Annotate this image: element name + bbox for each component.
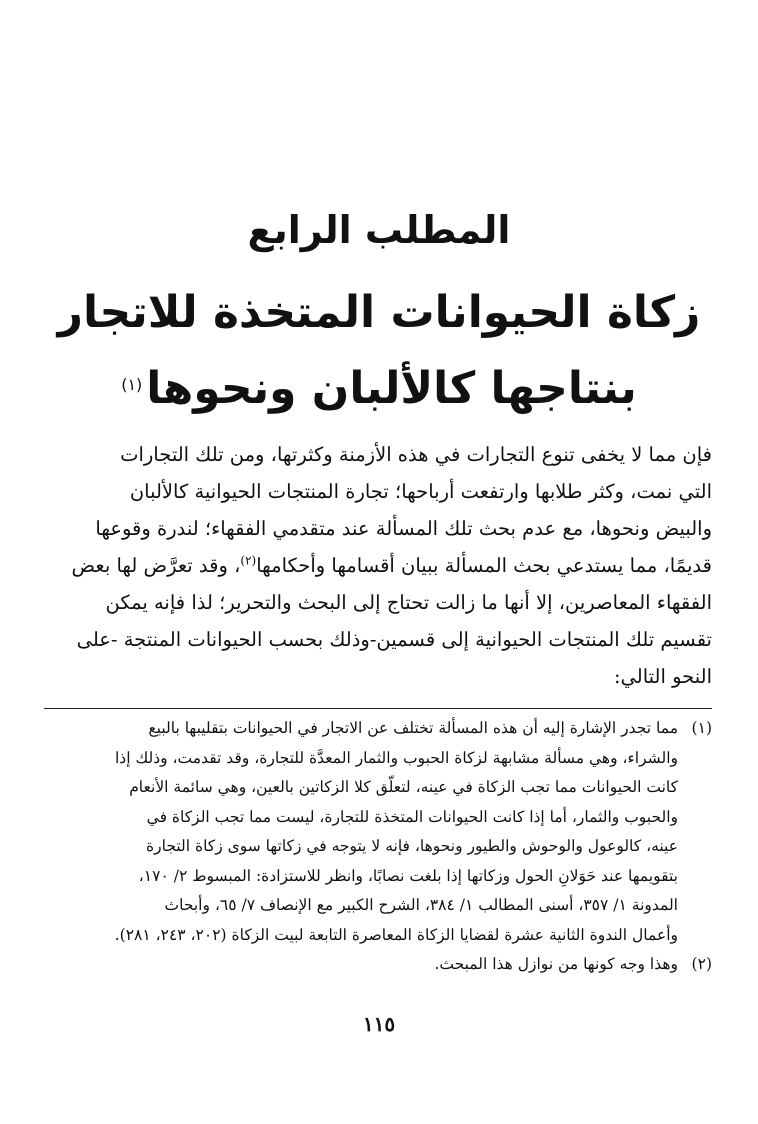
footnote-1-line-3: كانت الحيوانات مما تجب الزكاة في عينه، لتعلّق كلا الزكاتين بالعين، وهي سائمة الأنعام (129, 778, 678, 796)
footnote-1-line-5: عينه، كالوعول والوحوش والطيور ونحوها، فإنه لا يتوجه في زكاتها سوى زكاة التجارة (146, 837, 678, 855)
body-line-4-end: ، وقد تعرَّض لها بعض (71, 554, 241, 577)
body-line-6: تقسيم تلك المنتجات الحيوانية إلى قسمين-وذلك بحسب الحيوانات المنتجة -على (76, 628, 712, 651)
body-line-2: التي نمت، وكثر طلابها وارتفعت أرباحها؛ تجارة المنتجات الحيوانية كالألبان (129, 480, 712, 503)
footnote-1-line-7: المدونة ١/ ٣٥٧، أسنى المطالب ١/ ٣٨٤، الشرح الكبير مع الإنصاف ٧/ ٦٥، وأبحاث (164, 896, 678, 914)
footnote-1-line-8: وأعمال الندوة الثانية عشرة لقضايا الزكاة المعاصرة التابعة لبيت الزكاة (٢٠٢، ٢٤٣، ٢٨١). (114, 925, 678, 944)
body-footnote-ref-2[interactable]: (٢) (240, 553, 257, 568)
footnote-2-text-1: وهذا وجه كونها من نوازل هذا المبحث. (434, 955, 678, 973)
footnote-2-line-1 (44, 950, 712, 980)
title-footnote-ref[interactable]: (١) (121, 375, 143, 394)
footnote-1-line-6: بتقويمها عند حَوَلانِ الحول وزكاتها إذا بلغت نصابًا، وانظر للاستزادة: المبسوط ٢/ ١٧٠، (138, 866, 678, 885)
footnote-2-number: (٢) (691, 955, 712, 973)
body-line-7: النحو التالي: (613, 665, 712, 688)
footnote-1-line-1 (44, 714, 712, 744)
chapter-title-line-2-text: بنتاجها كالألبان ونحوها (146, 363, 637, 414)
body-line-4-start: قديمًا، مما يستدعي بحث المسألة ببيان أقسامها وأحكامها (256, 554, 712, 577)
body-line-3: والبيض ونحوها، مع عدم بحث تلك المسألة عند متقدمي الفقهاء؛ لندرة وقوعها (95, 517, 712, 540)
chapter-title-line-2 (40, 356, 718, 422)
footnote-1-text-1: مما تجدر الإشارة إليه أن هذه المسألة تختلف عن الاتجار في الحيوانات بتقليبها بالبيع (148, 719, 678, 737)
chapter-title-line-1: زكاة الحيوانات المتخذة للاتجار (57, 287, 701, 338)
footnote-1-number: (١) (691, 719, 712, 737)
footnote-1-line-2: والشراء، وهي مسألة مشابهة لزكاة الحبوب والثمار المعدَّة للتجارة، وقد تقدمت، وذلك إذا (115, 748, 678, 767)
body-paragraph (44, 436, 712, 695)
body-line-1: فإن مما لا يخفى تنوع التجارات في هذه الأزمنة وكثرتها، ومن تلك التجارات (120, 443, 712, 466)
footnotes-section (44, 714, 712, 980)
body-line-5: الفقهاء المعاصرين، إلا أنها ما زالت تحتاج إلى البحث والتحرير؛ لذا فإنه يمكن (105, 591, 712, 614)
footnote-1-line-4: والحبوب والثمار، أما إذا كانت الحيوانات المتخذة للتجارة، ليست مما تجب الزكاة في (146, 807, 678, 826)
body-line-4 (44, 547, 712, 584)
section-heading: المطلب الرابع (247, 208, 511, 252)
page-number: ١١٥ (362, 1012, 396, 1036)
footnote-separator (44, 708, 712, 709)
